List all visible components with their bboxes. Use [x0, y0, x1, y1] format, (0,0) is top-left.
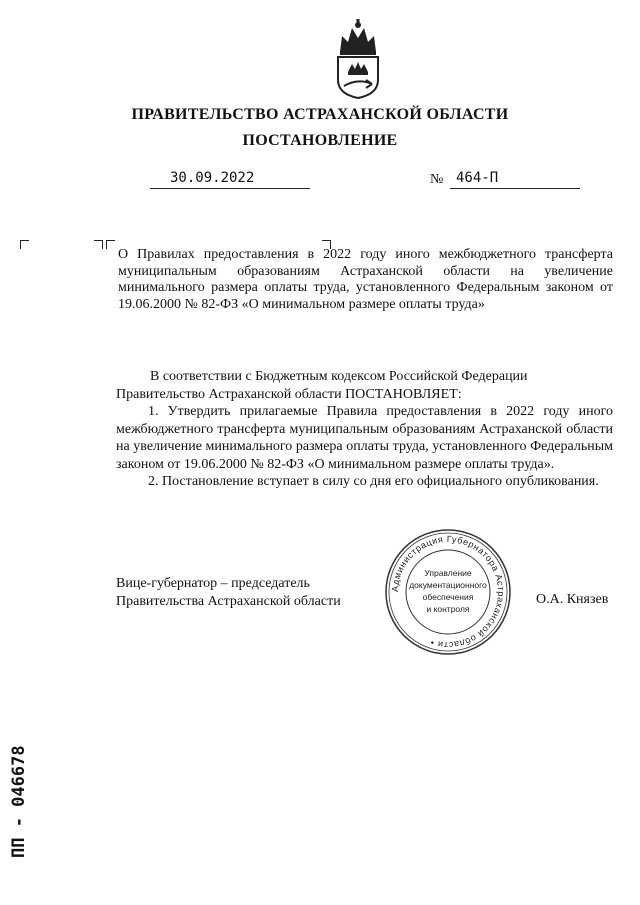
coat-of-arms-emblem [330, 18, 386, 100]
official-stamp [384, 528, 512, 656]
preamble-line-1: В соответствии с Бюджетным кодексом Российской Федерации [150, 369, 528, 384]
signatory-position [116, 575, 341, 610]
item-2: 2. Постановление вступает в силу со дня его официального опубликования. [148, 474, 599, 489]
svg-text:Управление: Управление [424, 568, 472, 578]
decree-body [116, 368, 613, 491]
svg-text:и контроля: и контроля [426, 604, 470, 614]
decree-date: 30.09.2022 [150, 170, 310, 189]
corner-mark-left [20, 240, 29, 249]
svg-text:Администрация Губернатора Астр: Администрация Губернатора Астраханской области • [389, 533, 507, 651]
government-title: ПРАВИТЕЛЬСТВО АСТРАХАНСКОЙ ОБЛАСТИ [131, 106, 509, 123]
number-label: № [430, 172, 444, 187]
svg-text:документационного: документационного [409, 580, 487, 590]
position-line-2: Правительства Астраханской области [116, 593, 341, 609]
corner-mark-mid2 [106, 240, 115, 249]
preamble-line-2: Правительство Астраханской области ПОСТАНОВЛЯЕТ: [116, 386, 462, 402]
corner-mark-mid [94, 240, 103, 249]
decree-subject: О Правилах предоставления в 2022 году иного межбюджетного трансферта муниципальным образованиям Астраханской области на увеличение минимального размера оплаты труда, установленного Федеральным законом от 19.06.2000 № 82-ФЗ «О минимальном размере оплаты труда» [118, 247, 613, 312]
document-type-title: ПОСТАНОВЛЕНИЕ [242, 132, 398, 149]
svg-text:ПП - 046678: ПП - 046678 [9, 745, 29, 858]
svg-text:обеспечения: обеспечения [422, 592, 474, 602]
side-serial-number [2, 730, 32, 860]
item-1: 1. Утвердить прилагаемые Правила предоставления в 2022 году иного межбюджетного трансферта муниципальным образованиям Астраханской области на увеличение минимального размера оплаты труда, установленного Федеральным законом от 19.06.2000 № 82-ФЗ «О минимальном размере оплаты труда». [116, 404, 613, 472]
decree-number: 464-П [450, 170, 580, 189]
signatory-name: О.А. Князев [536, 592, 609, 607]
position-line-1: Вице-губернатор – председатель [116, 576, 310, 591]
